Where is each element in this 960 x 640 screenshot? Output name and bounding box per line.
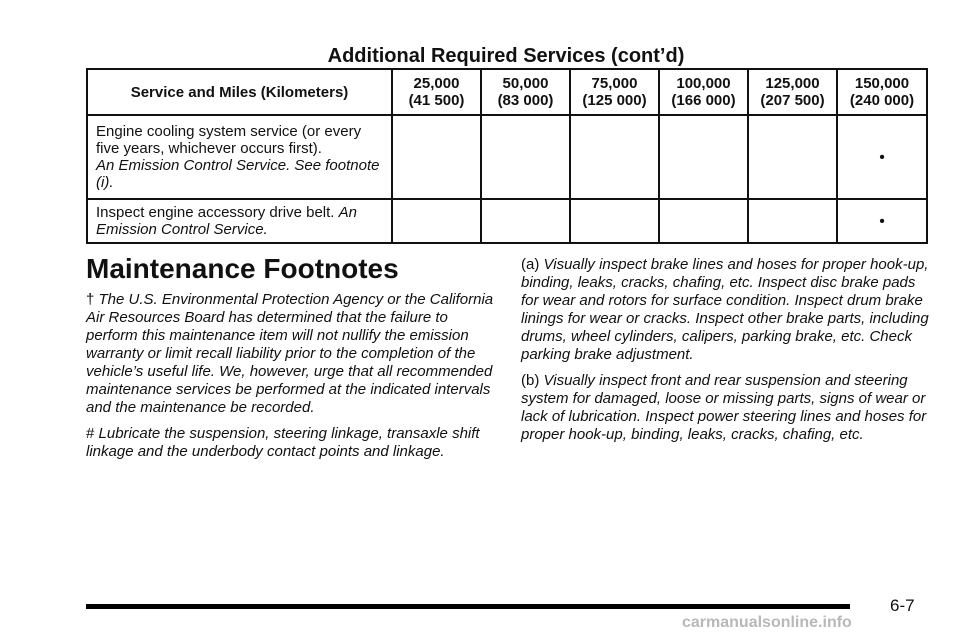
hash-symbol: # xyxy=(86,425,95,442)
table-header-row xyxy=(87,69,927,115)
footnote-dagger xyxy=(86,291,496,417)
service-text: Engine cooling system service (or every five years, whichever occurs first). xyxy=(96,123,362,157)
dagger-symbol: † xyxy=(86,291,95,308)
page-number: 6-7 xyxy=(890,596,915,615)
bullet-mark: • xyxy=(837,115,927,199)
section-title: Maintenance Footnotes xyxy=(86,253,399,284)
service-note: An Emission Control Service. See footnote (i). xyxy=(96,157,380,191)
interval-cell xyxy=(481,199,570,243)
header-interval: 100,000 (166 000) xyxy=(659,69,748,115)
service-cell xyxy=(87,115,392,199)
interval-cell xyxy=(659,199,748,243)
interval-cell xyxy=(570,115,659,199)
interval-cell xyxy=(659,115,748,199)
header-interval: 25,000 (41 500) xyxy=(392,69,481,115)
interval-cell xyxy=(392,199,481,243)
footnotes-left-column xyxy=(86,291,496,469)
interval-cell xyxy=(570,199,659,243)
footnote-hash xyxy=(86,425,496,461)
footnote-hash-text: Lubricate the suspension, steering linkage, transaxle shift linkage and the underbody contact points and linkage. xyxy=(86,425,480,460)
interval-cell xyxy=(748,115,837,199)
page-rule xyxy=(86,604,850,609)
header-service-label: Service and Miles (Kilometers) xyxy=(87,69,392,115)
service-cell xyxy=(87,199,392,243)
table-title: Additional Required Services (cont’d) xyxy=(327,45,685,67)
footnotes-right-column xyxy=(521,256,931,452)
bullet-mark: • xyxy=(837,199,927,243)
footnote-b-text: Visually inspect front and rear suspension and steering system for damaged, loose or missing parts, signs of wear or lack of lubrication. Inspect power steering lines and hoses for proper hook-up, binding, leaks, cracks, chafing, etc. xyxy=(521,372,927,443)
header-interval: 125,000 (207 500) xyxy=(748,69,837,115)
footnote-a xyxy=(521,256,931,364)
footnote-b xyxy=(521,372,931,444)
interval-cell xyxy=(392,115,481,199)
header-interval: 75,000 (125 000) xyxy=(570,69,659,115)
header-interval: 150,000 (240 000) xyxy=(837,69,927,115)
interval-cell xyxy=(748,199,837,243)
interval-cell xyxy=(481,115,570,199)
header-interval: 50,000 (83 000) xyxy=(481,69,570,115)
table-row xyxy=(87,199,927,243)
footnote-a-text: Visually inspect brake lines and hoses for proper hook-up, binding, leaks, cracks, chafing, etc. Inspect disc brake pads for wear and rotors for surface condition. Inspect drum brake linings for wear or cracks. Inspect other brake parts, including drums, wheel cylinders, calipers, parking brake, etc. Check parking brake adjustment. xyxy=(521,256,929,363)
service-text: Inspect engine accessory drive belt. xyxy=(96,204,335,221)
footnote-dagger-text: The U.S. Environmental Protection Agency or the California Air Resources Board has determined that the failure to perform this maintenance item will not nullify the emission warranty or limit recall liability prior to the completion of the vehicle’s useful life. We, however, urge that all recommended maintenance services be performed at the indicated intervals and the maintenance be recorded. xyxy=(86,291,494,416)
table-row xyxy=(87,115,927,199)
services-table xyxy=(86,68,928,244)
footnote-b-label: (b) xyxy=(521,372,540,389)
watermark: carmanualsonline.info xyxy=(682,614,852,631)
service-note: An Emission Control Service. xyxy=(96,204,357,238)
footnote-a-label: (a) xyxy=(521,256,540,273)
